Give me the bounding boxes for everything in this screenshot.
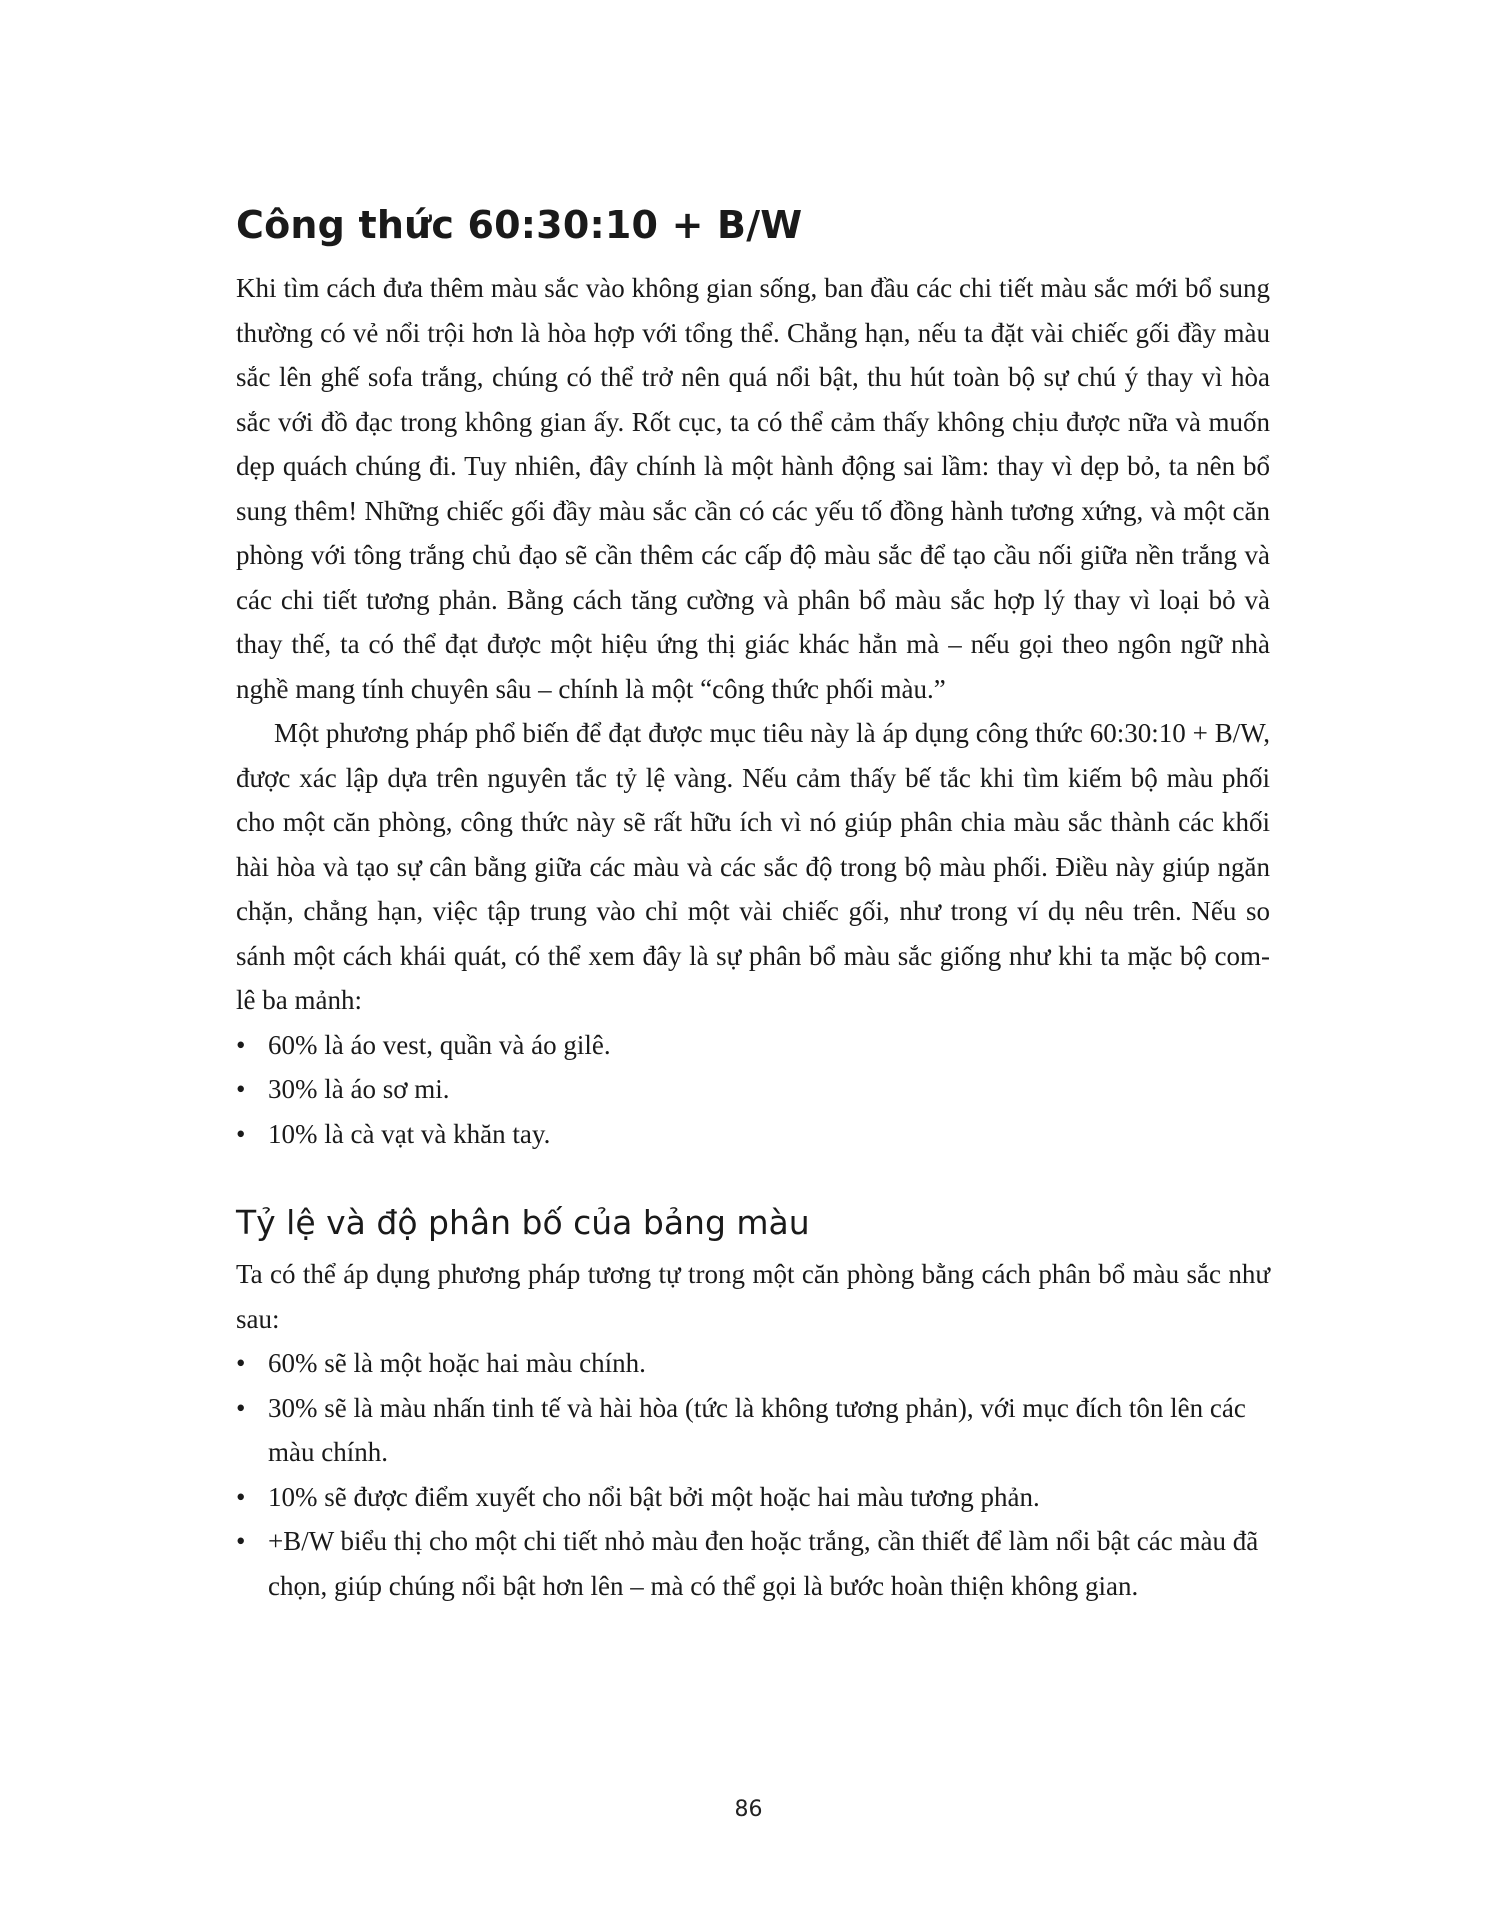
page-content	[236, 200, 1270, 1608]
list-item: • 10% là cà vạt và khăn tay.	[236, 1112, 1270, 1157]
method-paragraph: Một phương pháp phổ biến để đạt được mục tiêu này là áp dụng công thức 60:30:10 + B/W, được xác lập dựa trên nguyên tắc tỷ lệ vàng. Nếu cảm thấy bế tắc khi tìm kiếm bộ màu phối cho một căn phòng, công thức này sẽ rất hữu ích vì nó giúp phân chia màu sắc thành các khối hài hòa và tạo sự cân bằng giữa các màu và các sắc độ trong bộ màu phối. Điều này giúp ngăn chặn, chẳng hạn, việc tập trung vào chỉ một vài chiếc gối, như trong ví dụ nêu trên. Nếu so sánh một cách khái quát, có thể xem đây là sự phân bổ màu sắc giống như khi ta mặc bộ com-lê ba mảnh:	[236, 718, 1270, 1015]
page-number: 86	[734, 1797, 763, 1822]
bullet-icon: •	[236, 1118, 246, 1149]
bullet-icon: •	[236, 1526, 246, 1556]
intro-paragraph: Khi tìm cách đưa thêm màu sắc vào không gian sống, ban đầu các chi tiết màu sắc mới bổ sung thường có vẻ nổi trội hơn là hòa hợp với tổng thể. Chẳng hạn, nếu ta đặt vài chiếc gối đầy màu sắc lên ghế sofa trắng, chúng có thể trở nên quá nổi bật, thu hút toàn bộ sự chú ý thay vì hòa sắc với đồ đạc trong không gian ấy. Rốt cục, ta có thể cảm thấy không chịu được nữa và muốn dẹp quách chúng đi. Tuy nhiên, đây chính là một hành động sai lầm: thay vì dẹp bỏ, ta nên bổ sung thêm! Những chiếc gối đầy màu sắc cần có các yếu tố đồng hành tương xứng, và một căn phòng với tông trắng chủ đạo sẽ cần thêm các cấp độ màu sắc để tạo cầu nối giữa nền trắng và các chi tiết tương phản. Bằng cách tăng cường và phân bổ màu sắc hợp lý thay vì loại bỏ và thay thế, ta có thể đạt được một hiệu ứng thị giác khác hẳn mà – nếu gọi theo ngôn ngữ nhà nghề mang tính chuyên sâu – chính là một “công thức phối màu.”	[236, 273, 1270, 704]
bullet-icon: •	[236, 1348, 246, 1378]
list-item: • 10% sẽ được điểm xuyết cho nổi bật bởi một hoặc hai màu tương phản.	[236, 1475, 1270, 1520]
bullet-icon: •	[236, 1481, 246, 1512]
subsection-paragraph: Ta có thể áp dụng phương pháp tương tự trong một căn phòng bằng cách phân bổ màu sắc như sau:	[236, 1259, 1270, 1334]
palette-list	[236, 1341, 1270, 1608]
bullet-icon: •	[236, 1029, 246, 1060]
list-item: • 60% sẽ là một hoặc hai màu chính.	[236, 1341, 1270, 1386]
list-item: • +B/W biểu thị cho một chi tiết nhỏ màu đen hoặc trắng, cần thiết để làm nổi bật các màu đã chọn, giúp chúng nổi bật hơn lên – mà có thể gọi là bước hoàn thiện không gian.	[236, 1519, 1270, 1608]
list-item: • 60% là áo vest, quần và áo gilê.	[236, 1023, 1270, 1068]
subsection-heading: Tỷ lệ và độ phân bố của bảng màu	[236, 1203, 810, 1242]
list-item: • 30% sẽ là màu nhấn tinh tế và hài hòa (tức là không tương phản), với mục đích tôn lên các màu chính.	[236, 1386, 1270, 1475]
bullet-icon: •	[236, 1392, 246, 1423]
suit-list	[236, 1023, 1270, 1157]
bullet-icon: •	[236, 1074, 246, 1104]
section-heading: Công thức 60:30:10 + B/W	[236, 203, 803, 247]
list-item: • 30% là áo sơ mi.	[236, 1067, 1270, 1112]
